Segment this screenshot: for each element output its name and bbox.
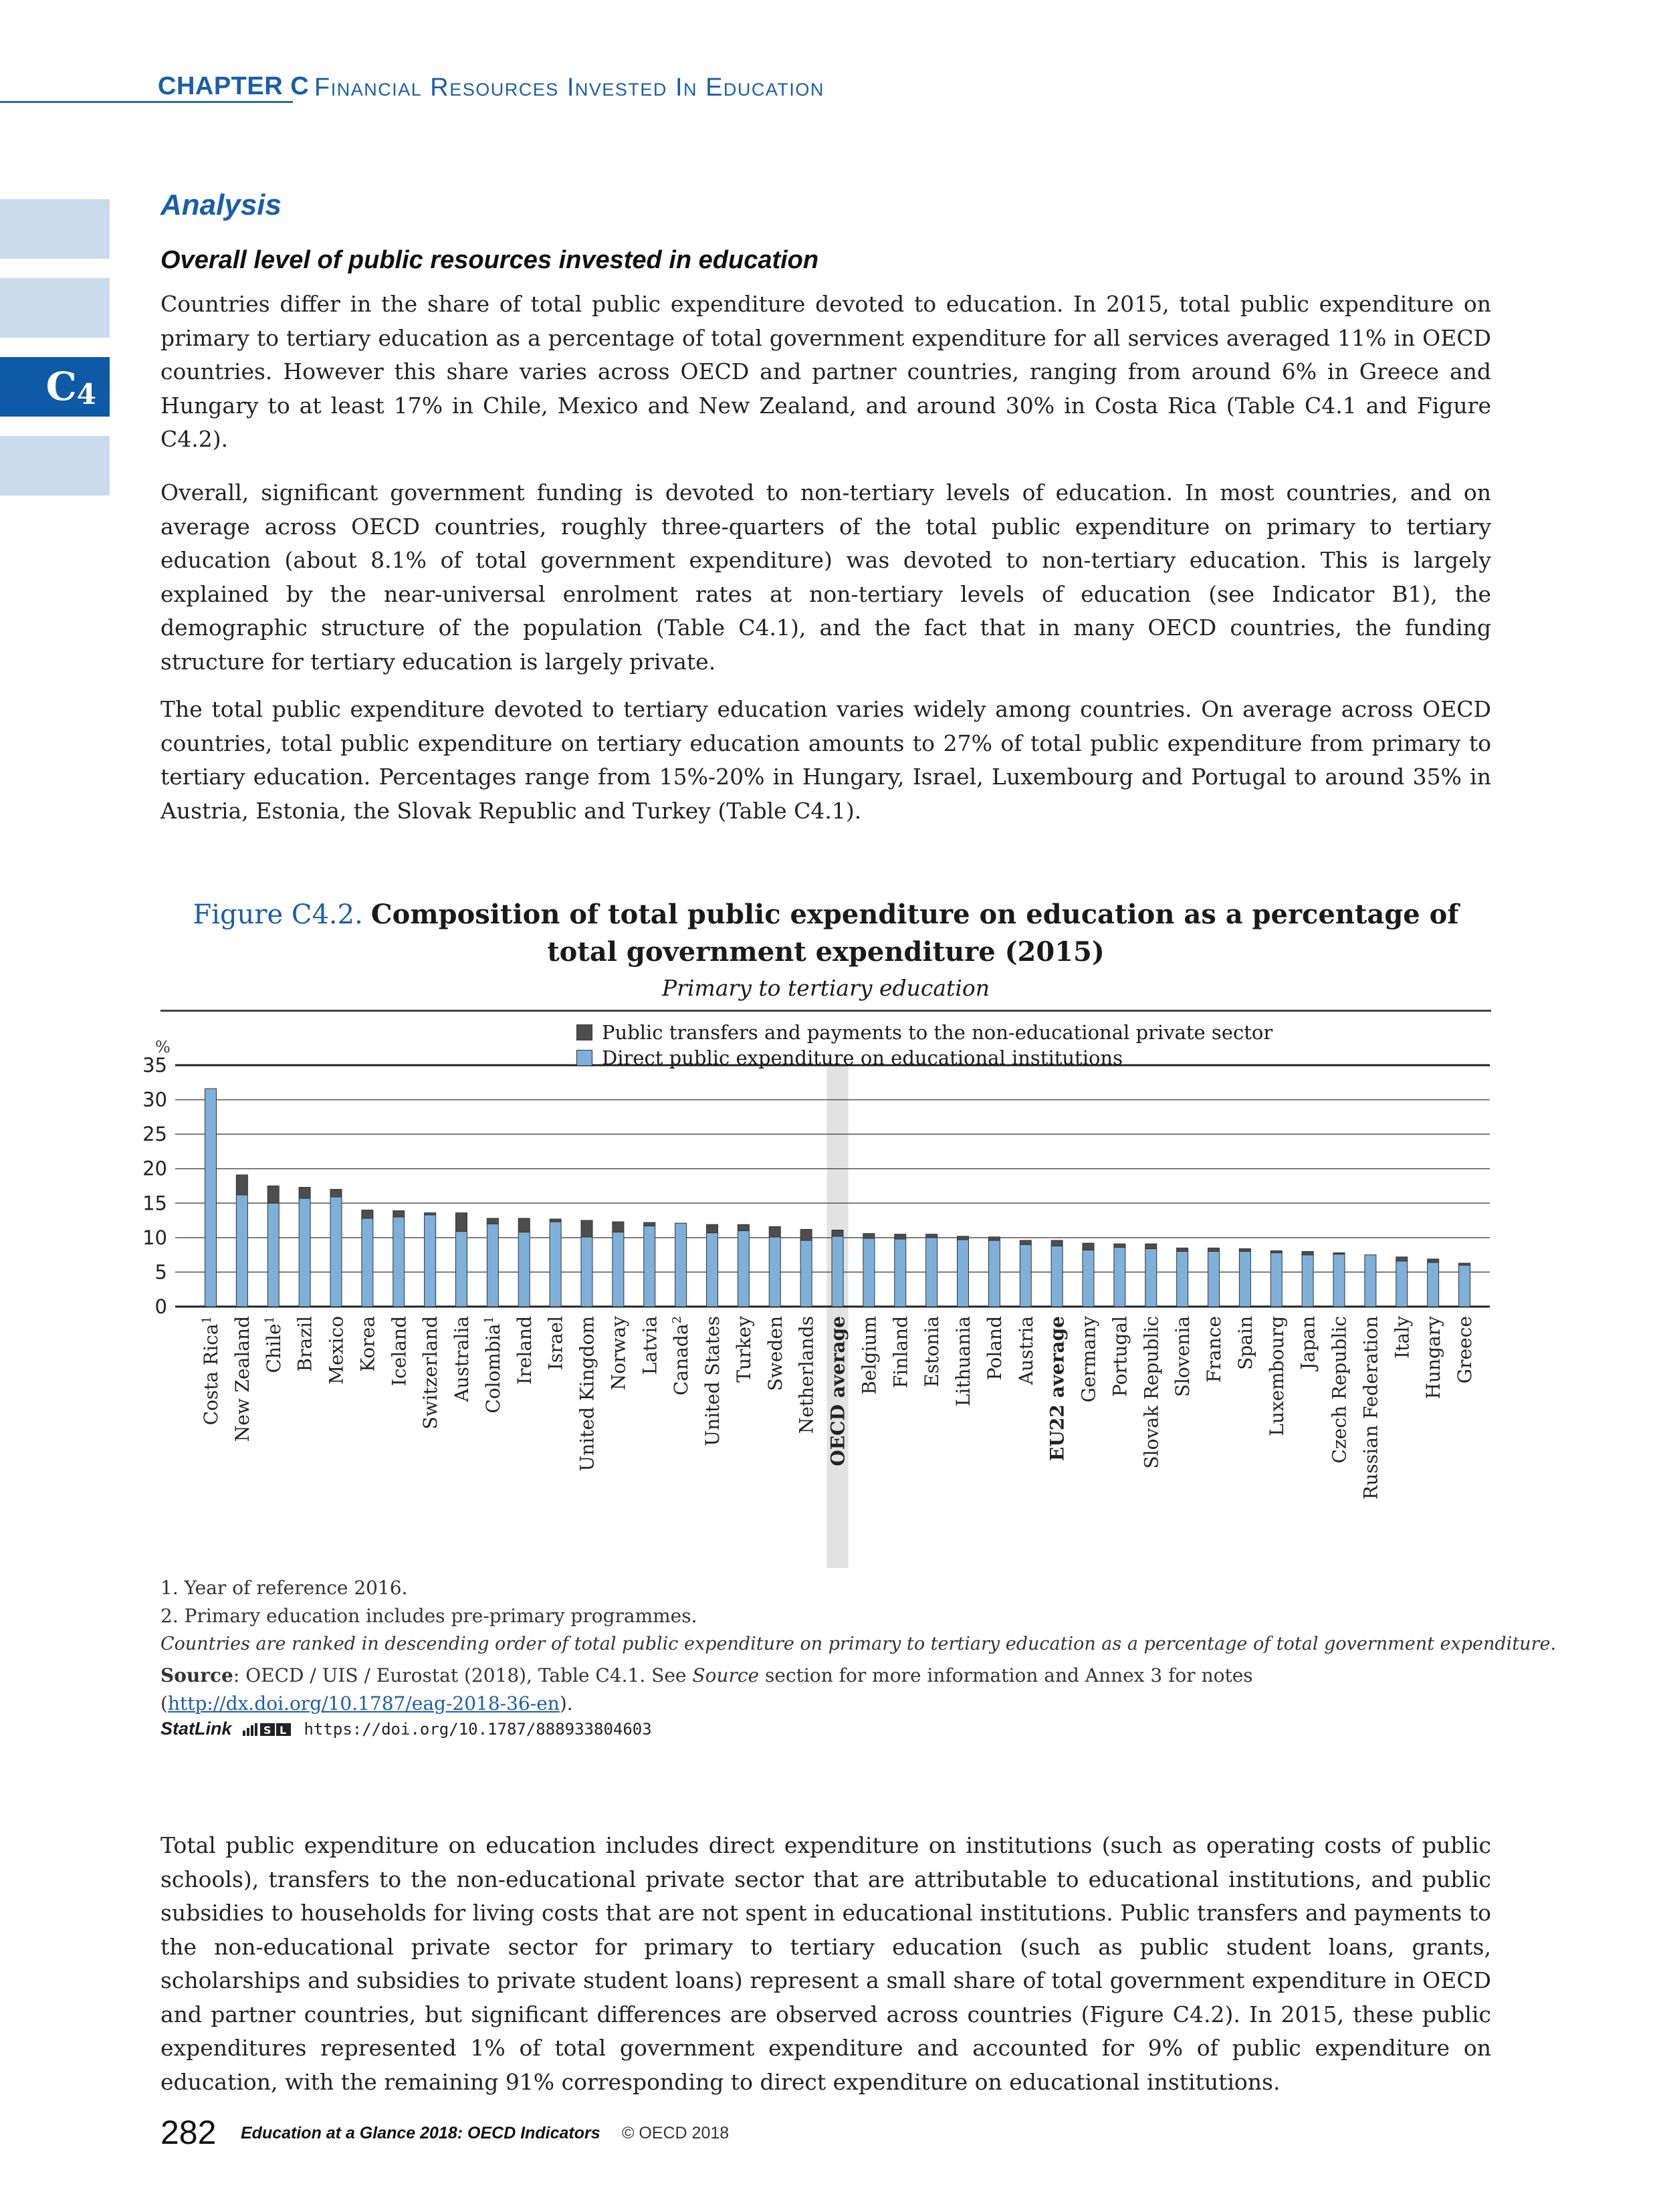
paragraph: Countries differ in the share of total public expenditure devoted to education. In 2015, total public expenditure on primary to tertiary education as a percentage of total government expenditure for all services averaged 11% in OECD countries. However this share varies across OECD and partner countries, ranging from around 6% in Greece and Hungary to at least 17% in Chile, Mexico and New Zealand, and around 30% in Costa Rica (Table C4.1 and Figure C4.2). xyxy=(160,291,1491,452)
figure-title-text: Composition of total public expenditure on education as a percentage of total government expenditure (2015) xyxy=(370,899,1459,968)
bar-direct xyxy=(738,1231,749,1307)
bar-direct xyxy=(1051,1246,1063,1307)
x-tick-label: France xyxy=(1203,1316,1225,1383)
x-tick-label: Luxembourg xyxy=(1265,1316,1288,1436)
x-tick-label: Germany xyxy=(1077,1316,1100,1403)
legend-item-transfers xyxy=(576,1021,1273,1044)
bar-direct xyxy=(1145,1248,1157,1307)
bar-direct xyxy=(1396,1261,1408,1307)
bar-transfers xyxy=(518,1218,530,1232)
chapter-label: CHAPTER C xyxy=(158,72,310,100)
bar-direct xyxy=(550,1222,561,1307)
bar-transfers xyxy=(330,1190,342,1197)
y-tick-label: 35 xyxy=(142,1054,167,1077)
bar-transfers xyxy=(236,1175,247,1195)
bar-transfers xyxy=(393,1211,405,1217)
bar-transfers xyxy=(1239,1248,1250,1251)
x-tick-label: Slovak Republic xyxy=(1140,1316,1163,1469)
bar-transfers xyxy=(267,1186,279,1204)
x-tick-label: Turkey xyxy=(732,1316,755,1383)
bar-transfers xyxy=(1177,1248,1188,1251)
statlink-icon xyxy=(241,1721,295,1737)
bar-direct xyxy=(299,1198,310,1307)
bar-direct xyxy=(1365,1255,1376,1307)
bar-direct xyxy=(1428,1262,1439,1307)
section-title: Analysis xyxy=(160,189,282,221)
x-tick-label: Russian Federation xyxy=(1359,1316,1382,1500)
source-text: ). xyxy=(559,1692,573,1715)
bar-direct xyxy=(267,1203,279,1307)
bar-transfers xyxy=(1428,1259,1439,1262)
bar-direct xyxy=(456,1232,467,1307)
x-tick-label: Hungary xyxy=(1422,1316,1445,1400)
x-tick-label: Belgium xyxy=(858,1316,881,1395)
bar-direct xyxy=(236,1195,247,1307)
bar-transfers xyxy=(456,1213,467,1232)
bar-transfers xyxy=(362,1210,373,1218)
bar-transfers xyxy=(832,1230,843,1236)
legend-item-direct xyxy=(576,1046,1123,1069)
bar-direct xyxy=(707,1233,718,1307)
x-tick-label: Poland xyxy=(983,1316,1006,1381)
source-label: Source xyxy=(160,1664,233,1686)
x-tick-label: OECD average xyxy=(826,1316,849,1466)
bar-transfers xyxy=(958,1236,969,1240)
bar-direct xyxy=(800,1240,812,1307)
x-tick-label: Korea xyxy=(356,1316,379,1372)
bar-direct xyxy=(330,1197,342,1307)
legend-swatch-transfers xyxy=(576,1024,592,1040)
x-tick-label: Netherlands xyxy=(795,1316,818,1434)
figure-subtitle: Primary to tertiary education xyxy=(662,975,990,1001)
bar-direct xyxy=(613,1232,624,1307)
source-text: : OECD / UIS / Eurostat (2018), Table C4.1. See xyxy=(233,1664,693,1686)
bar-direct xyxy=(1333,1254,1345,1307)
x-tick-label: Canada$^2$ xyxy=(670,1316,693,1396)
ranking-note: Countries are ranked in descending order of total public expenditure on primary to tertiary education as a percentage of total government expenditure. xyxy=(160,1634,1557,1654)
bar-direct xyxy=(926,1238,937,1307)
book-title: Education at a Glance 2018: OECD Indicators xyxy=(241,2124,600,2142)
bar-direct xyxy=(1239,1251,1250,1307)
x-tick-label: Ireland xyxy=(513,1316,536,1385)
bar-direct xyxy=(1270,1253,1282,1307)
y-tick-label: 30 xyxy=(142,1088,167,1111)
x-tick-label: United Kingdom xyxy=(576,1316,598,1472)
bar-direct xyxy=(1177,1251,1188,1307)
bar-direct xyxy=(958,1240,969,1307)
bar-transfers xyxy=(1020,1240,1031,1244)
x-tick-label: Chile$^1$ xyxy=(262,1316,285,1373)
bar-direct xyxy=(863,1238,875,1307)
y-axis-label: % xyxy=(155,1038,171,1057)
x-tick-label: Switzerland xyxy=(419,1316,442,1430)
x-tick-label: Colombia$^1$ xyxy=(481,1316,504,1414)
x-tick-label: Portugal xyxy=(1109,1316,1131,1397)
x-tick-label: Austria xyxy=(1014,1316,1037,1385)
statlink-url[interactable]: https://doi.org/10.1787/888933804603 xyxy=(304,1719,652,1739)
svg-text:S: S xyxy=(263,1723,271,1737)
bar-transfers xyxy=(707,1224,718,1232)
bar-transfers xyxy=(1270,1250,1282,1252)
bar-direct xyxy=(1020,1244,1031,1307)
x-tick-label: Iceland xyxy=(388,1316,411,1386)
bar-direct xyxy=(988,1240,1000,1307)
y-tick-label: 10 xyxy=(142,1226,167,1249)
x-tick-label: New Zealand xyxy=(231,1316,253,1442)
svg-text:L: L xyxy=(279,1723,286,1737)
bar-transfers xyxy=(769,1226,780,1236)
bar-transfers xyxy=(895,1234,906,1239)
bar-transfers xyxy=(1208,1248,1220,1251)
source-note xyxy=(160,1662,1491,1718)
y-tick-label: 0 xyxy=(154,1295,167,1318)
bar-direct xyxy=(675,1223,687,1307)
x-tick-label: Czech Republic xyxy=(1328,1316,1351,1464)
bar-transfers xyxy=(1459,1263,1470,1265)
bar-transfers xyxy=(1333,1253,1345,1254)
bar-direct xyxy=(1459,1265,1470,1307)
bar-transfers xyxy=(800,1229,812,1240)
bar-direct xyxy=(769,1237,780,1307)
x-tick-label: Sweden xyxy=(764,1316,786,1392)
x-tick-label: Italy xyxy=(1391,1316,1414,1359)
footnote: 1. Year of reference 2016. xyxy=(160,1577,408,1599)
bar-transfers xyxy=(550,1219,561,1222)
bar-direct xyxy=(644,1226,655,1307)
bar-transfers xyxy=(581,1220,592,1237)
x-tick-label: Finland xyxy=(889,1316,912,1389)
bar-direct xyxy=(895,1239,906,1307)
x-tick-label: Latvia xyxy=(639,1316,661,1375)
x-tick-label: United States xyxy=(701,1316,724,1446)
source-link[interactable]: http://dx.doi.org/10.1787/eag-2018-36-en xyxy=(167,1692,560,1715)
x-tick-label: Costa Rica$^1$ xyxy=(200,1316,222,1426)
x-tick-label: Lithuania xyxy=(952,1316,974,1407)
legend-swatch-direct xyxy=(576,1050,592,1066)
section-subtitle: Overall level of public resources invested in education xyxy=(160,246,819,274)
bar-transfers xyxy=(1051,1240,1063,1246)
bar-direct xyxy=(487,1224,498,1307)
legend-label: Public transfers and payments to the non-educational private sector xyxy=(602,1021,1273,1044)
x-tick-label: Norway xyxy=(607,1316,630,1391)
statlink-label: StatLink xyxy=(160,1719,232,1739)
bar-transfers xyxy=(299,1188,310,1199)
chapter-title: Financial Resources Invested In Education xyxy=(314,74,824,102)
source-text: section for more information and Annex 3 for notes ( xyxy=(160,1664,1253,1715)
side-tab-label: C xyxy=(45,364,77,409)
y-tick-label: 5 xyxy=(154,1260,167,1284)
bar-direct xyxy=(425,1215,436,1307)
bar-transfers xyxy=(1396,1257,1408,1261)
y-tick-label: 15 xyxy=(142,1192,167,1215)
bar-transfers xyxy=(487,1218,498,1224)
x-tick-label: Mexico xyxy=(325,1316,348,1385)
x-tick-label: EU22 average xyxy=(1046,1316,1069,1461)
bar-direct xyxy=(205,1089,217,1307)
x-tick-label: Australia xyxy=(451,1316,473,1402)
bar-transfers xyxy=(613,1222,624,1232)
bar-direct xyxy=(581,1237,592,1307)
bar-direct xyxy=(832,1236,843,1307)
y-tick-label: 25 xyxy=(142,1123,167,1146)
footnote: 2. Primary education includes pre-primary programmes. xyxy=(160,1605,697,1627)
bar-transfers xyxy=(1114,1244,1125,1247)
bar-direct xyxy=(1114,1247,1125,1307)
y-tick-label: 20 xyxy=(142,1157,167,1180)
bar-transfers xyxy=(1302,1251,1313,1254)
bar-transfers xyxy=(1145,1244,1157,1248)
x-tick-label: Brazil xyxy=(294,1316,316,1372)
x-tick-label: Estonia xyxy=(921,1316,944,1388)
bar-transfers xyxy=(863,1234,875,1238)
page-number: 282 xyxy=(160,2114,217,2151)
bar-direct xyxy=(1083,1250,1094,1307)
paragraph: The total public expenditure devoted to tertiary education varies widely among countries. On average across OECD countries, total public expenditure on tertiary education amounts to 27% of total public expenditure from primary to tertiary education. Percentages range from 15%-20% in Hungary, Israel, Luxembourg and Portugal to around 35% in Austria, Estonia, the Slovak Republic and Turkey (Table C4.1). xyxy=(160,696,1491,824)
x-tick-label: Israel xyxy=(544,1316,567,1371)
bar-direct xyxy=(518,1232,530,1307)
bar-transfers xyxy=(738,1224,749,1230)
x-tick-label: Japan xyxy=(1297,1316,1319,1370)
x-tick-label: Greece xyxy=(1454,1316,1476,1384)
bar-transfers xyxy=(1083,1243,1094,1250)
legend-label: Direct public expenditure on educational institutions xyxy=(602,1046,1123,1069)
paragraph: Overall, significant government funding is devoted to non-tertiary levels of education. In most countries, and on average across OECD countries, roughly three-quarters of the total public expenditure on primary to tertiary education (about 8.1% of total government expenditure) was devoted to non-tertiary education. This is largely explained by the near-universal enrolment rates at non-tertiary levels of education (see Indicator B1), the demographic structure of the population (Table C4.1), and the fact that in many OECD countries, the funding structure for tertiary education is largely private. xyxy=(160,479,1491,675)
bar-direct xyxy=(1302,1255,1313,1307)
side-tab-sub: 4 xyxy=(76,378,96,411)
bar-direct xyxy=(362,1218,373,1307)
bar-transfers xyxy=(644,1222,655,1226)
bar-direct xyxy=(1208,1251,1220,1307)
x-tick-label: Spain xyxy=(1234,1316,1256,1370)
x-tick-label: Slovenia xyxy=(1172,1316,1194,1398)
bar-transfers xyxy=(425,1213,436,1215)
bar-transfers xyxy=(988,1237,1000,1240)
figure-number: Figure C4.2. xyxy=(193,899,363,930)
paragraph: Total public expenditure on education includes direct expenditure on institutions (such as operating costs of public schools), transfers to the non-educational private sector that are attributable to educational institutions, and public subsidies to households for living costs that are not spent in educational institutions. Public transfers and payments to the non-educational private sector for primary to tertiary education (such as public student loans, grants, scholarships and subsidies to private student loans) represent a small share of total government expenditure in OECD and partner countries, but significant differences are observed across countries (Figure C4.2). In 2015, these public expenditures represented 1% of total government expenditure and accounted for 9% of public expenditure on education, with the remaining 91% corresponding to direct expenditure on educational institutions. xyxy=(160,1832,1491,2095)
bar-transfers xyxy=(926,1234,937,1238)
bar-direct xyxy=(393,1217,405,1307)
copyright: © OECD 2018 xyxy=(622,2124,730,2142)
source-italic: Source xyxy=(692,1664,760,1686)
statlink[interactable] xyxy=(160,1719,652,1739)
